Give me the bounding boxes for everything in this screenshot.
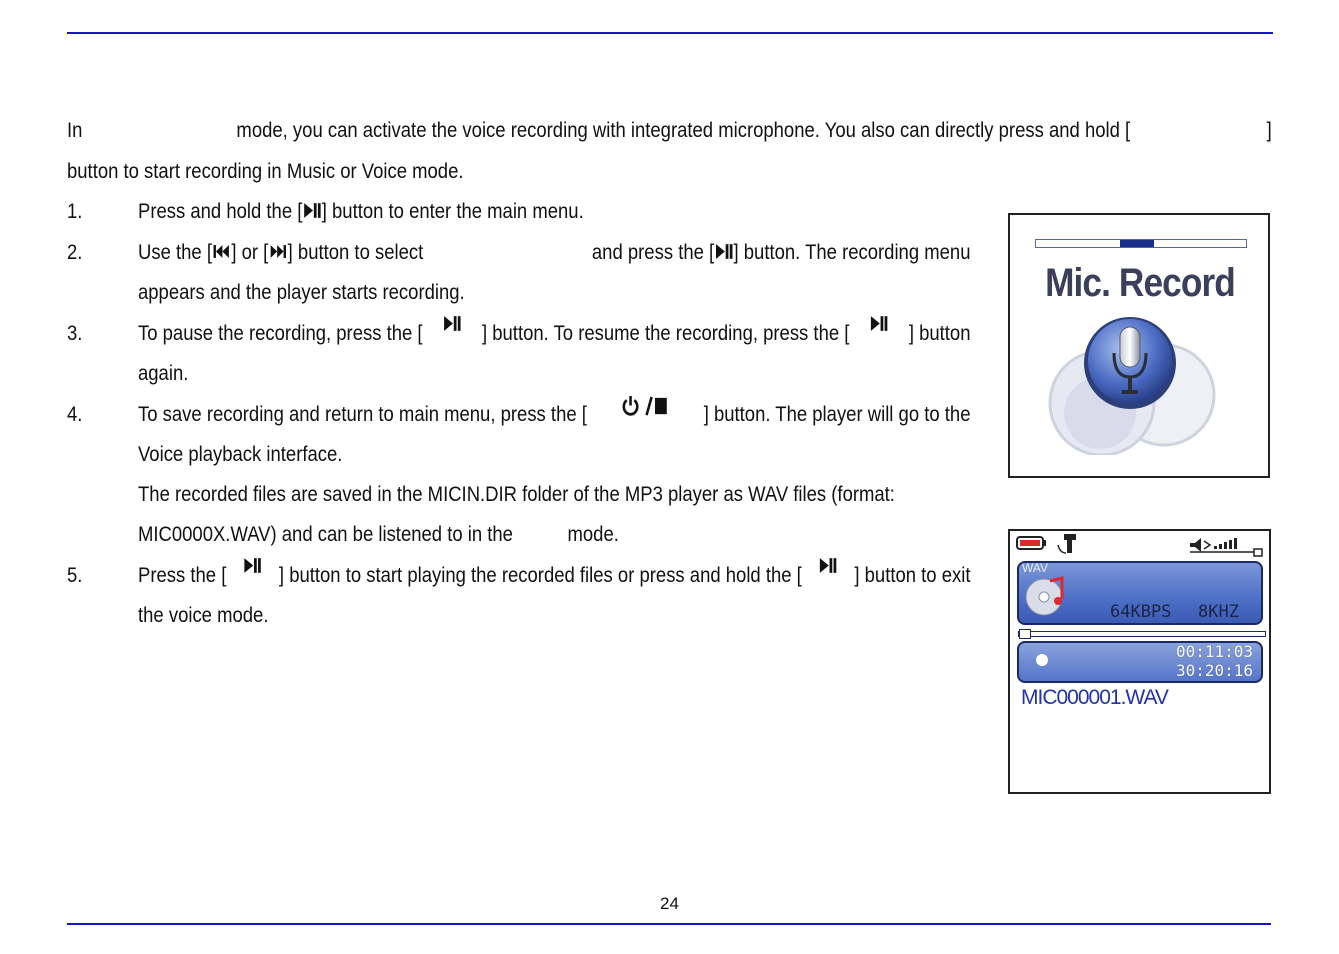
step-number: 3. bbox=[67, 322, 83, 345]
play-pause-icon bbox=[869, 314, 888, 354]
intro-line-2: button to start recording in Music or Voice mode. bbox=[67, 160, 464, 183]
microphone-icon bbox=[1024, 305, 1224, 455]
step-5: Press the [ ] button to start playing the recorded files or press and hold the [ ] button to exit the voice mode. bbox=[138, 556, 971, 636]
play-pause-icon bbox=[443, 314, 462, 354]
step-2: Use the [ ] or [ ] button to select and press the [ ] button. The recording menu appears and the player starts recording. bbox=[138, 241, 971, 304]
elapsed-time: 00:11:03 bbox=[1176, 642, 1254, 661]
step-number: 2. bbox=[67, 241, 83, 264]
intro-text: In bbox=[67, 119, 83, 142]
battery-icon bbox=[1016, 535, 1048, 551]
intro-text: ] bbox=[1266, 119, 1272, 142]
volume-icon bbox=[1188, 535, 1268, 557]
page-number: 24 bbox=[660, 894, 679, 913]
step-number: 1. bbox=[67, 200, 83, 223]
step-number: 5. bbox=[67, 564, 83, 587]
play-pause-icon bbox=[714, 242, 733, 261]
file-format-label: WAV bbox=[1022, 561, 1048, 575]
step-1: Press and hold the [ ] button to enter the main menu. bbox=[138, 200, 584, 223]
previous-icon bbox=[212, 242, 231, 261]
step-number: 4. bbox=[67, 403, 83, 426]
sample-rate-label: 8KHZ bbox=[1198, 602, 1239, 622]
file-name: MIC000001.WAV bbox=[1021, 686, 1168, 709]
power-stop-icon bbox=[622, 395, 670, 435]
voice-playback-screen bbox=[1008, 529, 1271, 794]
menu-scroll-indicator bbox=[1035, 239, 1247, 248]
play-pause-icon bbox=[243, 556, 262, 596]
progress-bar bbox=[1018, 631, 1266, 637]
header-rule bbox=[67, 32, 1273, 34]
progress-knob bbox=[1019, 629, 1031, 639]
total-time: 30:20:16 bbox=[1176, 661, 1254, 680]
record-status-dot bbox=[1036, 654, 1048, 666]
next-icon bbox=[268, 242, 287, 261]
play-pause-icon bbox=[302, 201, 321, 220]
music-disc-icon bbox=[1022, 575, 1070, 617]
footer-rule bbox=[67, 923, 1271, 925]
bitrate-label: 64KBPS bbox=[1110, 602, 1172, 622]
play-pause-icon bbox=[818, 556, 837, 596]
mic-record-screen bbox=[1008, 213, 1270, 478]
intro-text: mode, you can activate the voice recording with integrated microphone. You also can directly press and hold [ bbox=[236, 119, 1131, 142]
step-3: To pause the recording, press the [ ] button. To resume the recording, press the [ ] button again. bbox=[138, 314, 971, 394]
menu-title: Mic. Record bbox=[1045, 261, 1235, 305]
key-lock-icon bbox=[1054, 533, 1080, 555]
intro-line-1 bbox=[67, 111, 1272, 151]
step-4: To save recording and return to main menu, press the [ ] button. The player will go to the Voice playback interface. The recorded files are saved in the MICIN.DIR folder of the MP3 player as WAV files (format: MIC0000X.WAV) and can be listened to in the mode. bbox=[138, 395, 971, 555]
